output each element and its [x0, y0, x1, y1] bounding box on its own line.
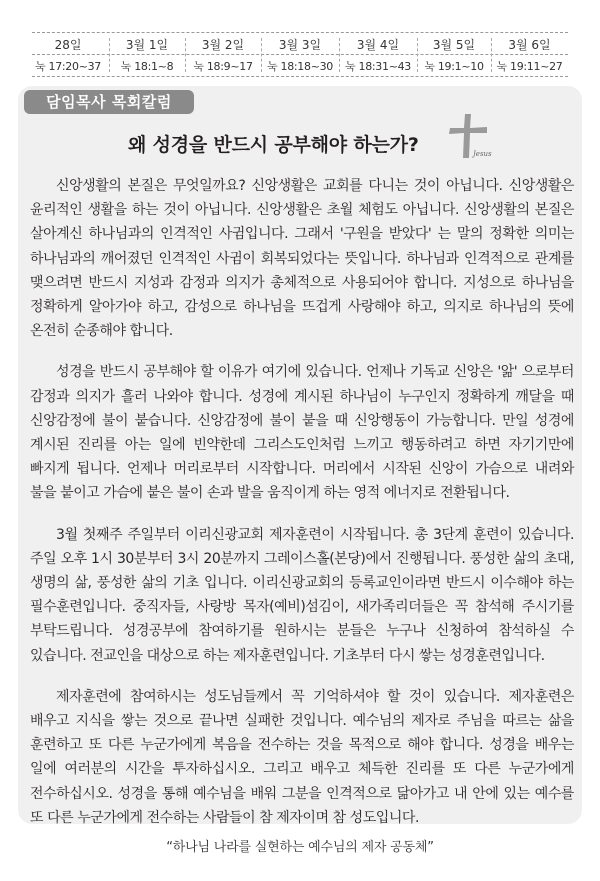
schedule-day — [339, 32, 417, 76]
schedule-date: 3월 2일 — [201, 38, 245, 52]
schedule-reading: 눅 18:18~30 — [266, 60, 334, 73]
schedule-day — [491, 32, 568, 76]
column-badge: 담임목사 목회칼럼 — [24, 90, 194, 114]
schedule-date: 3월 5일 — [432, 38, 476, 52]
church-motto: “하나님 나라를 실현하는 예수님의 제자 공동체” — [166, 840, 434, 855]
schedule-reading: 눅 17:20~37 — [34, 60, 102, 73]
schedule-day — [32, 32, 104, 76]
column-title: 왜 성경을 반드시 공부해야 하는가? — [128, 134, 419, 156]
schedule-day — [261, 32, 339, 76]
column-paragraph: 신앙생활의 본질은 무엇일까요? 신앙생활은 교회를 다니는 것이 아닙니다. 신앙생활은 윤리적인 생활을 하는 것이 아닙니다. 신앙생활은 초월 체험도 아닙니다. 신앙생활의 본질은 살아계신 하나님과의 인격적인 사귐입니다. 그래서 '구원을 받았다' 는 말의 정확한 의미는 하나님과의 깨어졌던 인격적인 사귐이 회복되었다는 뜻입니다. 하나님과 인격적으로 관계를 맺으려면 반드시 지성과 감정과 의지가 총체적으로 사용되어야 합니다. 지성으로 하나님을 정확하게 알아가야 하고, 감성으로 하나님을 뜨겁게 사랑해야 하고, 의지로 하나님의 뜻에 온전히 순종해야 합니다. — [30, 178, 574, 340]
schedule-date: 3월 4일 — [356, 38, 400, 52]
schedule-day — [417, 32, 491, 76]
column-paragraph: 3월 첫째주 주일부터 이리신광교회 제자훈련이 시작됩니다. 총 3단계 훈련이 있습니다. 주일 오후 1시 30분부터 3시 20분까지 그레이스홀(본당)에서 진행됩니다. 풍성한 삶의 초대, 생명의 삶, 풍성한 삶의 기초 입니다. 이리신광교회의 등록교인이라면 반드시 이수해야 하는 필수훈련입니다. 중직자들, 사랑방 목자(예비)섬김이, 새가족리더들은 꼭 참석해 주시기를 부탁드립니다. 성경공부에 참여하기를 원하시는 분들은 누구나 신청하여 참석하실 수 있습니다. 전교인을 대상으로 하는 제자훈련입니다. 기초부터 다시 쌓는 성경훈련입니다. — [30, 526, 574, 664]
schedule-date: 28일 — [54, 38, 82, 52]
schedule-day — [109, 32, 185, 76]
column-paragraph: 제자훈련에 참여하시는 성도님들께서 꼭 기억하셔야 할 것이 있습니다. 제자훈련은 배우고 지식을 쌓는 것으로 끝나면 실패한 것입니다. 예수님의 제자로 주님을 따르는 삶을 훈련하고 또 다른 누군가에게 복음을 전수하는 것을 목적으로 해야 합니다. 성경을 배우는 일에 여러분의 시간을 투자하십시오. 그리고 배우고 체득한 진리를 또 다른 누군가에게 전수하십시오. 성경을 통해 예수님을 배워 그분을 인격적으로 닮아가고 내 안에 있는 예수를 또 다른 누군가에게 전수하는 사람들이 참 제자이며 참 성도입니다. — [30, 688, 574, 826]
schedule-date: 3월 3일 — [278, 38, 322, 52]
schedule-reading: 눅 19:1~10 — [424, 60, 484, 73]
cross-icon — [443, 112, 493, 166]
schedule-reading: 눅 18:31~43 — [344, 60, 412, 73]
schedule-day — [185, 32, 261, 76]
schedule-date: 3월 6일 — [508, 38, 551, 52]
schedule-bottom-border — [32, 76, 568, 77]
schedule-date: 3월 1일 — [125, 38, 169, 52]
schedule-reading: 눅 18:1~8 — [120, 60, 174, 73]
column-paragraph: 성경을 반드시 공부해야 할 이유가 여기에 있습니다. 언제나 기독교 신앙은 '앎' 으로부터 감정과 의지가 흘러 나와야 합니다. 성경에 계시된 하나님이 누구인지 정확하게 깨달을 때 신앙감정에 불이 붙습니다. 신앙감정에 불이 붙을 때 신앙행동이 가능합니다. 만일 성경에 계시된 진리를 아는 일에 빈약한데 그리스도인처럼 느끼고 행동하려고 하면 자기기만에 빠지게 됩니다. 언제나 머리로부터 시작합니다. 머리에서 시작된 신앙이 가슴으로 내려와 불을 붙이고 가슴에 붙은 불이 손과 발을 움직이게 하는 영적 에너지로 전환됩니다. — [30, 364, 574, 502]
schedule-reading: 눅 19:11~27 — [496, 60, 563, 73]
column-body — [30, 174, 574, 847]
schedule-reading: 눅 18:9~17 — [193, 60, 253, 73]
cross-logo-text: Jesus — [473, 150, 492, 158]
bible-reading-schedule — [32, 32, 568, 76]
